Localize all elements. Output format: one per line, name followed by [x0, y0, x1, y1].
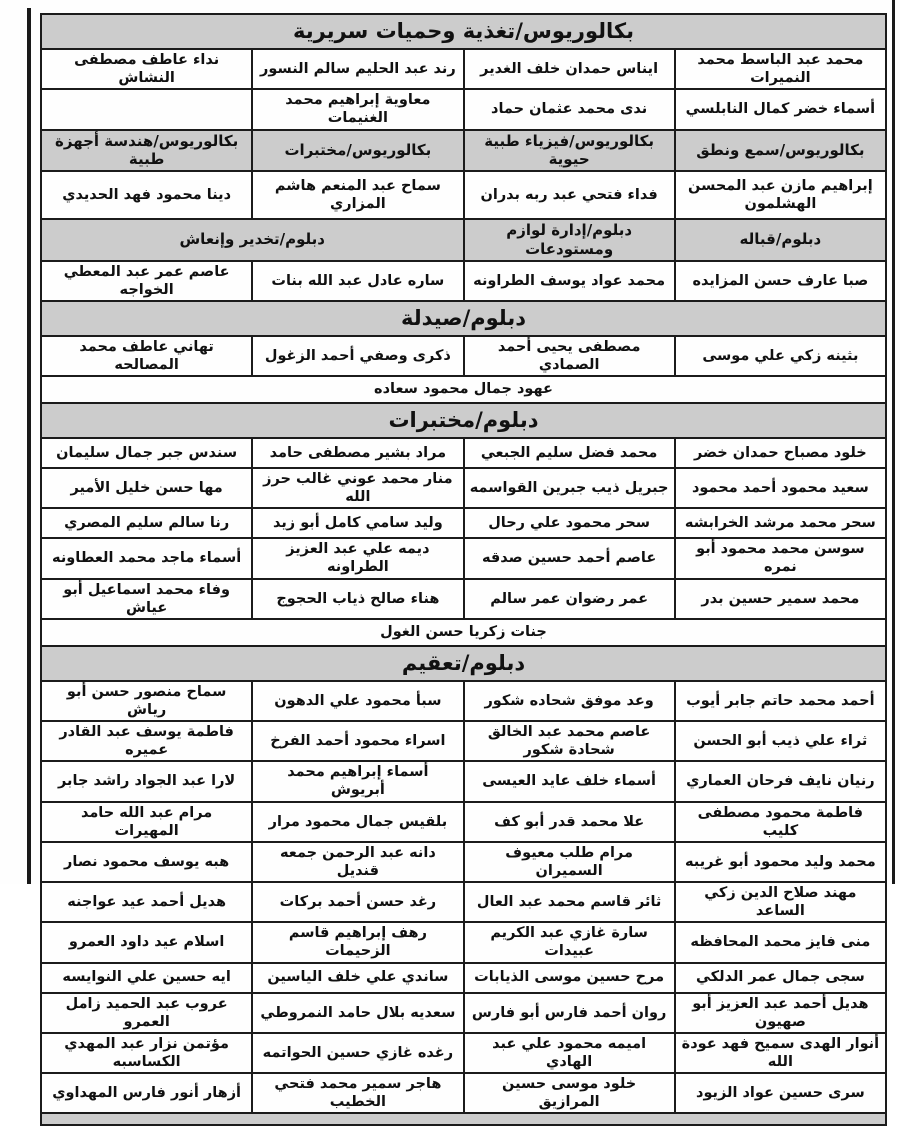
table-row: [41, 336, 886, 376]
name-cell: منى فايز محمد المحافظه: [675, 922, 886, 962]
full-span-name-cell: جنات زكريا حسن الغول: [41, 619, 886, 646]
right-page-rule: [892, 0, 895, 884]
qualification-header-cell: بكالوريوس/فيزياء طبية حيوية: [464, 130, 675, 172]
name-cell: مرح حسين موسى الذيابات: [464, 963, 675, 993]
table-row: [41, 1073, 886, 1113]
name-cell: نداء عاطف مصطفى النشاش: [41, 49, 252, 89]
table-row: [41, 721, 886, 761]
table-row: [41, 219, 886, 261]
name-cell: معاوية إبراهيم محمد الغنيمات: [252, 89, 463, 129]
qualifications-table: [40, 13, 887, 1126]
name-cell: مهند صلاح الدين زكي الساعد: [675, 882, 886, 922]
name-cell: محمد فضل سليم الجبعي: [464, 438, 675, 468]
name-cell: فاطمة محمود مصطفى كليب: [675, 802, 886, 842]
name-cell: عاصم أحمد حسين صدقه: [464, 538, 675, 578]
table-row: [41, 14, 886, 49]
name-cell: أسماء خضر كمال النابلسي: [675, 89, 886, 129]
table-row: [41, 922, 886, 962]
table-row: [41, 802, 886, 842]
qualification-header-cell: دبلوم/إدارة لوازم ومستودعات: [464, 219, 675, 261]
name-cell: صبا عارف حسن المزايده: [675, 261, 886, 301]
qualifications-table-body: [41, 14, 886, 1125]
name-cell: عاصم محمد عبد الخالق شحادة شكور: [464, 721, 675, 761]
table-row: [41, 49, 886, 89]
name-cell: مرام طلب معيوف السميران: [464, 842, 675, 882]
section-header-cell: [41, 1113, 886, 1125]
name-cell: رهف إبراهيم قاسم الزحيمات: [252, 922, 463, 962]
name-cell: بلقيس جمال محمود مرار: [252, 802, 463, 842]
name-cell: رغد حسن أحمد بركات: [252, 882, 463, 922]
name-cell: خلود موسى حسين المرازيق: [464, 1073, 675, 1113]
name-cell: منار محمد عوني غالب حرز الله: [252, 468, 463, 508]
name-cell: ثراء علي ذيب أبو الحسن: [675, 721, 886, 761]
table-row: [41, 301, 886, 336]
table-row: [41, 646, 886, 681]
name-cell: محمد عواد يوسف الطراونه: [464, 261, 675, 301]
name-cell: اميمه محمود علي عبد الهادي: [464, 1033, 675, 1073]
name-cell: ساره عادل عبد الله بنات: [252, 261, 463, 301]
name-cell: أحمد محمد حاتم جابر أيوب: [675, 681, 886, 721]
table-row: [41, 403, 886, 438]
table-row: [41, 882, 886, 922]
section-header-cell: دبلوم/مختبرات: [41, 403, 886, 438]
name-cell: روان أحمد فارس أبو فارس: [464, 993, 675, 1033]
name-cell: دانه عبد الرحمن جمعه قنديل: [252, 842, 463, 882]
name-cell: تهاني عاطف محمد المصالحه: [41, 336, 252, 376]
table-row: [41, 468, 886, 508]
name-cell: ايناس حمدان خلف الغدير: [464, 49, 675, 89]
full-span-name-cell: عهود جمال محمود سعاده: [41, 376, 886, 403]
name-cell: مصطفى يحيى أحمد الصمادي: [464, 336, 675, 376]
left-page-rule: [27, 8, 31, 884]
name-cell: سماح عبد المنعم هاشم المزاري: [252, 171, 463, 219]
name-cell: سرى حسين عواد الزيود: [675, 1073, 886, 1113]
qualification-header-cell: بكالوريوس/سمع ونطق: [675, 130, 886, 172]
table-container: [40, 13, 887, 1126]
name-cell: سندس جبر جمال سليمان: [41, 438, 252, 468]
name-cell: ساندي علي خلف الياسين: [252, 963, 463, 993]
name-cell: أسماء ماجد محمد العطاونه: [41, 538, 252, 578]
name-cell: رند عبد الحليم سالم النسور: [252, 49, 463, 89]
name-cell: مها حسن خليل الأمير: [41, 468, 252, 508]
name-cell: ذكرى وصفي أحمد الزغول: [252, 336, 463, 376]
name-cell: أسماء خلف عايد العيسى: [464, 761, 675, 801]
name-cell: سوسن محمد محمود أبو نمره: [675, 538, 886, 578]
table-row: [41, 261, 886, 301]
name-cell: سماح منصور حسن أبو رياش: [41, 681, 252, 721]
table-row: [41, 1033, 886, 1073]
name-cell: سارة غازي عبد الكريم عبيدات: [464, 922, 675, 962]
name-cell: علا محمد قدر أبو كف: [464, 802, 675, 842]
name-cell: خلود مصباح حمدان خضر: [675, 438, 886, 468]
name-cell: اسراء محمود أحمد الفرخ: [252, 721, 463, 761]
table-row: [41, 993, 886, 1033]
name-cell: مرام عبد الله حامد المهيرات: [41, 802, 252, 842]
name-cell: عاصم عمر عبد المعطي الخواجه: [41, 261, 252, 301]
name-cell: بثينه زكي علي موسى: [675, 336, 886, 376]
name-cell: دينا محمود فهد الحديدي: [41, 171, 252, 219]
name-cell: مراد بشير مصطفى حامد: [252, 438, 463, 468]
name-cell: ندى محمد عثمان حماد: [464, 89, 675, 129]
table-row: [41, 1113, 886, 1125]
name-cell: أنوار الهدى سميح فهد عودة الله: [675, 1033, 886, 1073]
name-cell: وفاء محمد اسماعيل أبو عياش: [41, 579, 252, 619]
table-row: [41, 761, 886, 801]
name-cell: ايه حسين علي النوايسه: [41, 963, 252, 993]
name-cell: هبه يوسف محمود نصار: [41, 842, 252, 882]
name-cell: رغده غازي حسين الحواتمه: [252, 1033, 463, 1073]
name-cell: [41, 89, 252, 129]
section-header-cell: دبلوم/تعقيم: [41, 646, 886, 681]
name-cell: سحر محمد مرشد الخرابشه: [675, 508, 886, 538]
table-row: [41, 681, 886, 721]
table-row: [41, 438, 886, 468]
name-cell: سجى جمال عمر الدلكي: [675, 963, 886, 993]
name-cell: اسلام عيد داود العمرو: [41, 922, 252, 962]
table-row: [41, 171, 886, 219]
name-cell: محمد وليد محمود أبو غريبه: [675, 842, 886, 882]
name-cell: جبريل ذيب جبرين القواسمه: [464, 468, 675, 508]
table-row: [41, 579, 886, 619]
name-cell: محمد عبد الباسط محمد النميرات: [675, 49, 886, 89]
name-cell: وعد موفق شحاده شكور: [464, 681, 675, 721]
section-header-cell: بكالوريوس/تغذية وحميات سريرية: [41, 14, 886, 49]
name-cell: رنا سالم سليم المصري: [41, 508, 252, 538]
section-header-cell: دبلوم/صيدلة: [41, 301, 886, 336]
table-row: [41, 619, 886, 646]
name-cell: سبأ محمود علي الدهون: [252, 681, 463, 721]
name-cell: فداء فتحي عبد ربه بدران: [464, 171, 675, 219]
name-cell: سعديه بلال حامد النمروطي: [252, 993, 463, 1033]
name-cell: هناء صالح ذياب الحجوج: [252, 579, 463, 619]
table-row: [41, 89, 886, 129]
name-cell: عروب عبد الحميد زامل العمرو: [41, 993, 252, 1033]
name-cell: ثائر قاسم محمد عبد العال: [464, 882, 675, 922]
name-cell: أسماء إبراهيم محمد أبريوش: [252, 761, 463, 801]
name-cell: هديل أحمد عيد عواجنه: [41, 882, 252, 922]
qualification-header-cell: دبلوم/قباله: [675, 219, 886, 261]
name-cell: مؤتمن نزار عبد المهدي الكساسبه: [41, 1033, 252, 1073]
qualification-header-cell: دبلوم/تخدير وإنعاش: [41, 219, 464, 261]
name-cell: محمد سمير حسين بدر: [675, 579, 886, 619]
name-cell: هديل أحمد عبد العزيز أبو صهيون: [675, 993, 886, 1033]
name-cell: أزهار أنور فارس المهداوي: [41, 1073, 252, 1113]
name-cell: سحر محمود علي رحال: [464, 508, 675, 538]
name-cell: إبراهيم مازن عبد المحسن الهشلمون: [675, 171, 886, 219]
name-cell: عمر رضوان عمر سالم: [464, 579, 675, 619]
qualification-header-cell: بكالوريوس/هندسة أجهزة طبية: [41, 130, 252, 172]
table-row: [41, 376, 886, 403]
name-cell: لارا عبد الجواد راشد جابر: [41, 761, 252, 801]
table-row: [41, 130, 886, 172]
name-cell: ديمه علي عبد العزيز الطراونه: [252, 538, 463, 578]
name-cell: رنيان نايف فرحان العماري: [675, 761, 886, 801]
name-cell: هاجر سمير محمد فتحي الخطيب: [252, 1073, 463, 1113]
name-cell: وليد سامي كامل أبو زيد: [252, 508, 463, 538]
name-cell: سعيد محمود أحمد محمود: [675, 468, 886, 508]
name-cell: فاطمة يوسف عبد القادر عميره: [41, 721, 252, 761]
table-row: [41, 508, 886, 538]
table-row: [41, 963, 886, 993]
table-row: [41, 538, 886, 578]
table-row: [41, 842, 886, 882]
qualification-header-cell: بكالوريوس/مختبرات: [252, 130, 463, 172]
